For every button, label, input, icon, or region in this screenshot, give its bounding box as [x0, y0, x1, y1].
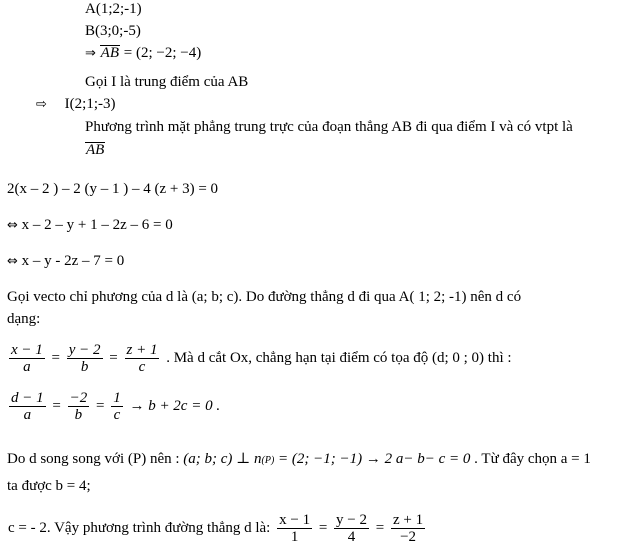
parallel-condition-cont: ta được b = 4; — [7, 478, 91, 494]
fraction: $\frac{z + 1}{c}$ — [126, 342, 158, 375]
relation-text: → b + 2c = 0 . — [129, 398, 221, 414]
fraction: $\frac{d - 1}{a}$ — [11, 390, 44, 423]
final-equation: c = - 2. Vậy phương trình đường thẳng d là: $\frac{x - 1}{1}$ = $\frac{y - 2}{4}$ = $\frac{z + 1}{-2}$ — [8, 512, 424, 545]
implies-arrow: ⇒ — [85, 46, 96, 61]
fraction: $\frac{z + 1}{-2}$ — [392, 512, 424, 545]
midpoint-line — [36, 95, 115, 114]
fraction: $\frac{x - 1}{1}$ — [279, 512, 311, 545]
vector-ab: AB — [86, 142, 105, 158]
fraction: $\frac{1}{c}$ — [113, 390, 121, 423]
ox-point-equation: $\frac{d - 1}{a}$ = $\frac{-2}{b}$ = $\frac{1}{c}$ → b + 2c = 0 . — [11, 390, 221, 423]
point-b: B(3;0;-5) — [85, 23, 141, 39]
equivalent-arrow: ⇔ — [7, 218, 18, 233]
vector-ab: AB — [100, 45, 119, 61]
midpoint-i: I(2;1;-3) — [64, 96, 116, 112]
plane-equation-2: ⇔ x – 2 – y + 1 – 2z – 6 = 0 — [7, 217, 173, 233]
implies-arrow: ⇨ — [36, 97, 47, 112]
point-a: A(1;2;-1) — [85, 1, 142, 17]
fraction: $\frac{-2}{b}$ — [69, 390, 88, 423]
plane-equation-1: 2(x – 2 ) – 2 (y – 1 ) – 4 (z + 3) = 0 — [7, 181, 219, 197]
normal-vector-line — [85, 141, 105, 159]
ox-intersection-text: . Mà d cắt Ox, chẳng hạn tại điểm có tọa độ (d; 0 ; 0) thì : — [166, 350, 512, 366]
fraction: $\frac{x - 1}{a}$ — [11, 342, 43, 375]
plane-sentence: Phương trình mặt phẳng trung trực của đoạn thẳng AB đi qua điểm I và có vtpt là — [85, 119, 573, 135]
fraction: $\frac{y - 2}{b}$ — [68, 342, 101, 375]
midpoint-sentence: Gọi I là trung điểm của AB — [85, 74, 249, 90]
paragraph-direction: Gọi vecto chỉ phương của d là (a; b; c). Do đường thẳng d đi qua A( 1; 2; -1) nên d có — [7, 289, 522, 305]
parallel-condition: Do d song song với (P) nên : (a; b; c) ⊥ n(P) = (2; −1; −1) → 2 a− b− c = 0 . Từ đây chọn a = 1 — [7, 451, 591, 467]
vector-ab-value: = (2; −2; −4) — [123, 45, 202, 61]
equivalent-arrow: ⇔ — [7, 254, 18, 269]
paragraph-direction-cont: dạng: — [7, 311, 41, 327]
line-form-equation: $\frac{x - 1}{a}$ = $\frac{y - 2}{b}$ = $\frac{z + 1}{c}$ . Mà d cắt Ox, chẳng hạn tại điểm có tọa độ (d; 0 ; 0) thì : — [11, 342, 512, 375]
fraction: $\frac{y - 2}{4}$ — [336, 512, 368, 545]
vector-ab-line — [85, 44, 201, 63]
plane-equation-3: ⇔ x – y - 2z – 7 = 0 — [7, 253, 125, 269]
